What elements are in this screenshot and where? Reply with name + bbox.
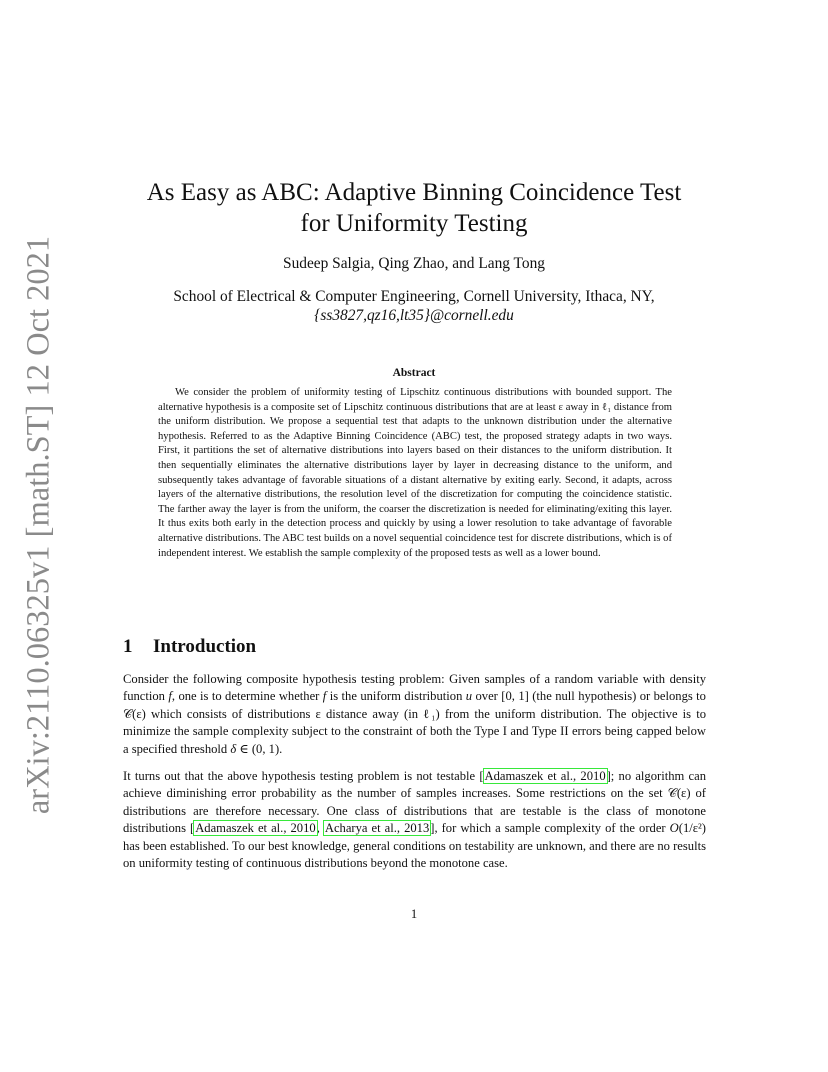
title-line-2: for Uniformity Testing: [300, 210, 528, 237]
paragraph-text: Consider the following composite hypothesis testing problem: Given samples of a random variable with density function: [123, 672, 706, 704]
paragraph-text: over [0, 1] (the null hypothesis) or belongs to 𝒞(ε) which consists of distributions ε distance away (in ℓ₁) from the uniform distribution. The objective is to minimize the sample complexity subject to the constraint of both the Type I and Type II errors being capped below a specified threshold: [123, 689, 706, 756]
section-number: 1: [123, 636, 133, 657]
math-symbol: f: [168, 689, 172, 704]
citation-year: 2010: [290, 821, 316, 836]
section-heading-introduction: [123, 636, 256, 658]
paragraph-text: It turns out that the above hypothesis testing problem is not testable [: [123, 769, 484, 783]
math-symbol: u: [465, 689, 473, 704]
paragraph-text: (1/ε²) has been established. To our best knowledge, general conditions on testability are unknown, and there are no results on uniformity testing of continuous distributions beyond the monotone case.: [123, 821, 706, 871]
math-symbol: f: [322, 689, 327, 704]
citation-sep: ,: [396, 821, 405, 836]
paragraph-text: , one is to determine whether: [171, 689, 323, 704]
citation-sep: ,: [573, 769, 581, 783]
paragraph-text: ]; no algorithm can achieve diminishing error probability as the number of samples increases. Some restrictions on the set 𝒞(ε) of distributions are therefore necessary. One class of distributions that are testable is the class of monotone distributions [: [123, 769, 706, 836]
paragraph-text: is the uniform distribution: [326, 689, 466, 704]
author-list: Sudeep Salgia, Qing Zhao, and Lang Tong: [283, 255, 545, 272]
citation-author: Adamaszek et al.: [195, 821, 284, 836]
citation-year: 2010: [580, 769, 606, 783]
author-emails: {ss3827,qz16,lt35}@cornell.edu: [314, 307, 514, 324]
math-symbol: O: [669, 821, 679, 836]
citation-sep: ,: [283, 821, 291, 836]
citation-author: Acharya et al.: [324, 821, 397, 836]
citation-author: Adamaszek et al.: [484, 769, 574, 783]
citation-link[interactable]: [194, 821, 316, 835]
arxiv-sidebar: [8, 235, 70, 815]
citation-link[interactable]: [484, 769, 607, 783]
paragraph-text: ,: [316, 821, 324, 836]
section-title: Introduction: [153, 636, 257, 657]
affiliation-block: [0, 287, 828, 325]
citation-link[interactable]: [324, 821, 430, 835]
abstract-text: We consider the problem of uniformity testing of Lipschitz continuous distributions with bounded support. The alternative hypothesis is a composite set of Lipschitz continuous distributions that are at least ε away in ℓ₁ distance from the uniform distribution. We propose a sequential test that adapts to the unknown distribution under the alternative hypothesis. Referred to as the Adaptive Binning Coincidence (ABC) test, the proposed strategy adapts in two ways. First, it partitions the set of alternative distributions into layers based on their distances to the uniform distribution. It then sequentially eliminates the alternative distributions layer by layer in decreasing distance to the uniform, and subsequently takes advantage of favorable situations of a distant alternative by exiting early. Second, it adapts, across layers of the alternative distributions, the resolution level of the discretization for computing the coincidence statistic. The farther away the layer is from the uniform, the coarser the discretization is needed for eliminating/exiting this layer. It thus exits both early in the detection process and quickly by using a lower resolution to take advantage of favorable alternative distributions. The ABC test builds on a novel sequential coincidence test for discrete distributions, which is of independent interest. We establish the sample complexity of the proposed tests as well as a lower bound.: [158, 387, 672, 559]
arxiv-identifier: arXiv:2110.06325v1 [math.ST] 12 Oct 2021: [20, 235, 57, 815]
paper-title: [0, 177, 828, 239]
intro-paragraph-1: [123, 671, 706, 758]
paragraph-text: ], for which a sample complexity of the order: [430, 821, 670, 836]
citation-year: 2013: [404, 821, 430, 836]
title-line-1: As Easy as ABC: Adaptive Binning Coincidence Test: [146, 179, 682, 206]
math-symbol: δ: [230, 741, 237, 756]
abstract-heading: Abstract: [392, 367, 436, 379]
paragraph-text: ∈ (0, 1).: [236, 741, 283, 756]
intro-paragraph-2: [123, 768, 706, 872]
page-number: 1: [410, 907, 418, 921]
affiliation: School of Electrical & Computer Engineering, Cornell University, Ithaca, NY,: [173, 288, 655, 305]
